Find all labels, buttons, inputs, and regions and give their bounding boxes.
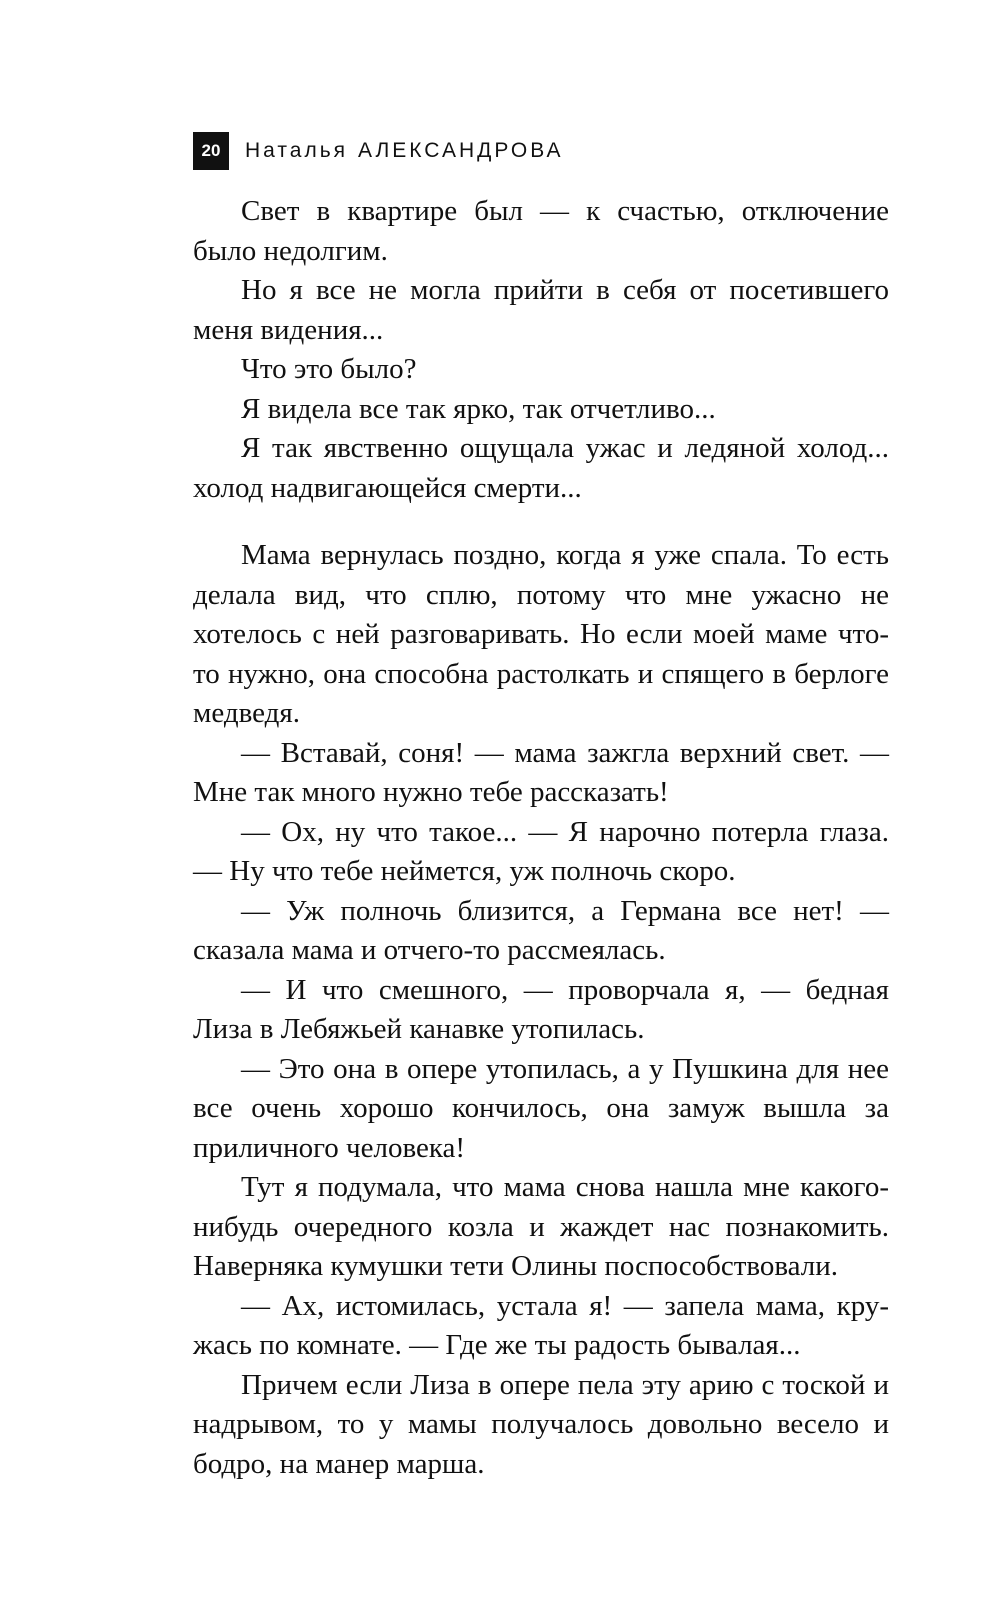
author-last-name: АЛЕКСАНДРОВА [358, 139, 564, 162]
text-section-1 [193, 192, 889, 508]
dialogue-paragraph: — И что смешного, — проворчала я, — бедная Лиза в Лебяжьей канавке утопилась. [193, 973, 889, 1045]
running-head [193, 132, 564, 170]
paragraph: Я видела все так ярко, так отчетливо... [241, 392, 716, 425]
author-first-name: Наталья [245, 139, 349, 162]
text-section-2 [193, 536, 889, 1484]
paragraph: Причем если Лиза в опере пела эту арию с тоской и надрывом, то у мамы получалось довольно весело и бодро, на манер марша. [193, 1368, 889, 1480]
dialogue-paragraph: — Ох, ну что такое... — Я нарочно потерла глаза. — Ну что тебе неймется, уж полночь скоро. [193, 815, 889, 887]
paragraph: Свет в квартире был — к счастью, отключение было недолгим. [193, 195, 889, 267]
dialogue-paragraph: — Вставай, соня! — мама зажгла верхний свет. — Мне так много нужно тебе рассказать! [193, 736, 889, 808]
paragraph: Но я все не могла прийти в себя от посетившего меня видения... [193, 274, 889, 346]
dialogue-paragraph: — Это она в опере утопилась, а у Пушкина для нее все очень хорошо кончилось, она замуж вышла за приличного человека! [193, 1052, 889, 1164]
paragraph: Я так явственно ощущала ужас и ледяной холод... холод надвигающейся смерти... [193, 432, 889, 504]
paragraph: Что это было? [241, 353, 417, 385]
author-name [245, 139, 564, 163]
paragraph: Мама вернулась поздно, когда я уже спала. То есть делала вид, что сплю, потому что мне ужасно не хотелось с ней разговаривать. Но если моей маме что-то нужно, она способна растолкать и спящего в берлоге медведя. [193, 539, 889, 729]
page-number: 20 [193, 132, 229, 170]
dialogue-paragraph: — Ах, истомилась, устала я! — запела мама, кружась по комнате. — Где же ты радость бывалая... [193, 1289, 889, 1361]
paragraph: Тут я подумала, что мама снова нашла мне какого-нибудь очередного козла и жаждет нас познакомить. Наверняка кумушки тети Олины поспособствовали. [193, 1171, 889, 1282]
dialogue-paragraph: — Уж полночь близится, а Германа все нет! — сказала мама и отчего-то рассмеялась. [193, 894, 889, 966]
